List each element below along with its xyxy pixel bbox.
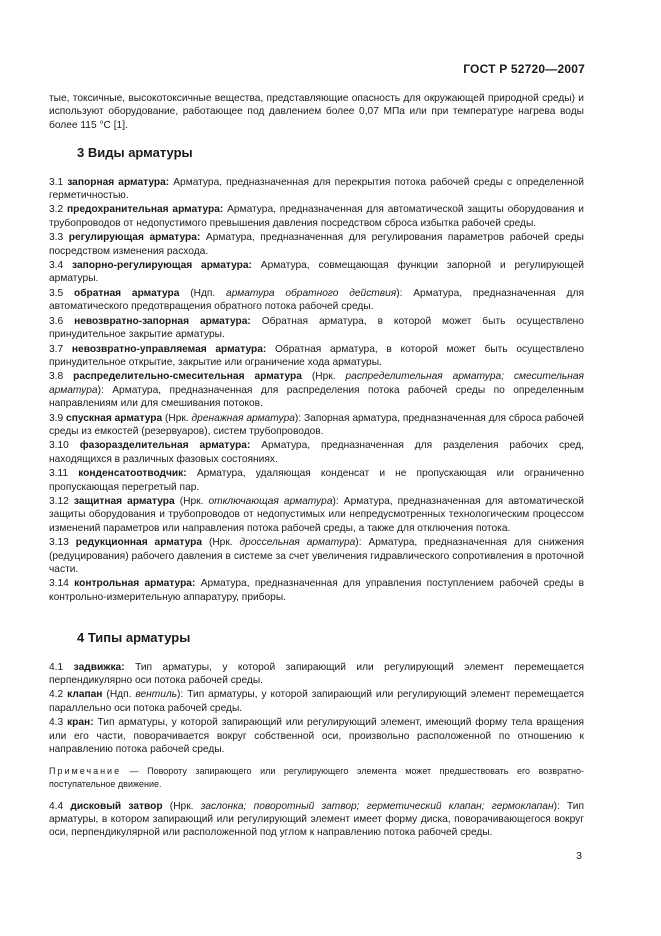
clause-alt-term: дренажная арматура xyxy=(191,412,295,424)
clause-alt-suffix: ): xyxy=(355,537,362,549)
clause-alt-prefix: (Нрк. xyxy=(169,800,201,812)
clause-term: распределительно-смесительная арматура xyxy=(73,371,302,383)
clause-alt-term: отключающая арматура xyxy=(208,495,333,507)
clause-term: защитная арматура xyxy=(73,495,175,507)
clause-term: запорная арматура: xyxy=(67,176,170,188)
clause-alt-prefix: (Ндп. xyxy=(106,689,136,701)
clause-term: дисковый затвор xyxy=(70,800,163,812)
clause-definition: Запорная арматура, предназначенная для сброса рабочей среды из емкостей (резервуаров), систем трубопроводов. xyxy=(49,412,584,437)
clause-3-9 xyxy=(49,412,584,439)
clause-number: 3.7 xyxy=(49,343,64,355)
clause-definition: Тип арматуры, у которой запирающий или регулирующий элемент, имеющий форму тела вращения или его части, поворачивается вокруг собственной оси, произвольно расположенной по отношению к направлению потока рабочей среды. xyxy=(49,717,584,756)
clause-definition: Арматура, предназначенная для автоматической защиты оборудования и трубопроводов от недопустимого превышения давления посредством сброса избытка рабочей среды. xyxy=(49,204,584,229)
clause-alt-suffix: ): xyxy=(177,689,184,701)
clause-definition: Обратная арматура, в которой может быть осуществлено принудительное закрытие арматуры. xyxy=(49,315,584,341)
page-number: 3 xyxy=(576,850,582,862)
clause-number: 4.4 xyxy=(49,800,64,812)
clause-alt-prefix: (Нрк. xyxy=(179,495,209,507)
clause-alt-term: вентиль xyxy=(135,689,178,701)
clause-number: 4.1 xyxy=(49,661,64,673)
clause-alt-term: арматура обратного действия xyxy=(226,287,397,299)
clause-4-1 xyxy=(49,661,584,688)
clause-term: невозвратно-запорная арматура: xyxy=(74,315,251,327)
clause-term: спускная арматура xyxy=(66,412,163,424)
clause-definition: Арматура, предназначенная для перекрытия потока рабочей среды с определенной герметичностью. xyxy=(49,176,584,202)
clause-3-5 xyxy=(49,287,584,314)
clause-term: редукционная арматура xyxy=(75,537,203,549)
clause-3-7 xyxy=(49,343,584,370)
clause-definition: Арматура, предназначенная для автоматического предотвращения обратного потока рабочей среды. xyxy=(49,287,584,313)
clause-term: конденсатоотводчик: xyxy=(78,468,187,480)
intro-paragraph: тые, токсичные, высокотоксичные вещества, представляющие опасность для окружающей природной среды) и используют оборудование, работающее под давлением более 0,07 МПа или при температуре нагрева воды более 115 °С [1]. xyxy=(49,93,584,131)
clause-alt-prefix: (Ндп. xyxy=(190,287,227,299)
clause-3-3 xyxy=(49,231,584,258)
clause-alt-prefix: (Нрк. xyxy=(164,412,192,424)
clause-3-12 xyxy=(49,495,584,535)
clause-definition: Арматура, удаляющая конденсат и не пропускающая или ограниченно пропускающая перегретый пар. xyxy=(49,468,584,493)
clause-number: 3.5 xyxy=(49,287,64,299)
clause-definition: Арматура, предназначенная для регулирования параметров рабочей среды посредством изменения расхода. xyxy=(49,232,584,257)
clause-alt-suffix: ): xyxy=(97,384,104,396)
clause-definition: Обратная арматура, в которой может быть осуществлено принудительное открытие, закрытие или ограничение хода арматуры. xyxy=(49,343,584,368)
clause-3-14 xyxy=(49,577,584,604)
section-3-title: 3 Виды арматуры xyxy=(77,145,193,161)
clause-definition: Арматура, предназначенная для управления поступлением рабочей среды в контрольно-измерительную аппаратуру, приборы. xyxy=(49,578,585,603)
clause-term: невозвратно-управляемая арматура: xyxy=(71,343,267,355)
clause-term: контрольная арматура: xyxy=(74,578,196,590)
page-header-standard: ГОСТ Р 52720—2007 xyxy=(463,62,585,76)
clause-number: 3.12 xyxy=(49,495,69,507)
clause-alt-prefix: (Нрк. xyxy=(311,371,346,383)
section-4-title: 4 Типы арматуры xyxy=(77,630,191,646)
clause-alt-prefix: (Нрк. xyxy=(208,537,240,549)
clause-3-11 xyxy=(49,467,584,494)
clause-alt-suffix: ): xyxy=(332,495,339,507)
clause-term: обратная арматура xyxy=(73,287,180,299)
clause-4-4 xyxy=(49,800,584,840)
clause-definition: Тип арматуры, в котором запирающий или регулирующий элемент имеет форму диска, поворачивающегося вокруг оси, перпендикулярной или расположенной под углом к направлению потока рабочей среды. xyxy=(49,800,584,839)
clause-definition: Арматура, совмещающая функции запорной и регулирующей арматуры. xyxy=(49,260,584,285)
clause-4-2 xyxy=(49,688,584,715)
clause-4-3 xyxy=(49,716,584,756)
section-3-clauses xyxy=(49,176,584,605)
clause-alt-suffix: ): xyxy=(553,800,560,812)
clause-number: 3.13 xyxy=(49,537,69,549)
clause-alt-term: дроссельная арматура xyxy=(239,537,356,549)
clause-number: 3.3 xyxy=(49,232,64,244)
clause-term: фазоразделительная арматура: xyxy=(79,440,251,452)
clause-3-1 xyxy=(49,176,584,203)
note-text: — Повороту запирающего или регулирующего элемента может предшествовать его возвратно-поступательное движение. xyxy=(49,766,584,790)
clause-number: 3.4 xyxy=(49,260,64,272)
section-4-clauses xyxy=(49,661,584,757)
clause-number: 4.3 xyxy=(49,717,64,729)
clause-number: 3.1 xyxy=(49,176,64,188)
note-label: Примечание xyxy=(49,766,122,777)
clause-number: 3.14 xyxy=(49,578,69,590)
clause-number: 3.6 xyxy=(49,315,64,327)
clause-number: 3.2 xyxy=(49,204,64,216)
clause-number: 3.11 xyxy=(49,468,69,480)
clause-term: запорно-регулирующая арматура: xyxy=(72,260,252,272)
clause-term: клапан xyxy=(67,689,103,701)
clause-number: 3.8 xyxy=(49,371,64,383)
clause-3-13 xyxy=(49,536,584,576)
clause-definition: Арматура, предназначенная для автоматической защиты оборудования и трубопроводов от недопустимых или непредусмотренных технологическим процессом изменений параметров или направления потока рабочей среды, а также для отключения потока. xyxy=(49,495,584,534)
clause-number: 4.2 xyxy=(49,689,64,701)
clause-alt-suffix: ): xyxy=(294,412,302,424)
clause-definition: Арматура, предназначенная для распределения потока рабочей среды по определенным направлениям или для смешивания потоков. xyxy=(49,384,584,410)
clause-definition: Тип арматуры, у которой запирающий или регулирующий элемент перемещается перпендикулярно оси потока рабочей среды. xyxy=(49,661,584,687)
clause-term: задвижка: xyxy=(73,661,125,673)
clause-3-4 xyxy=(49,259,584,286)
document-body xyxy=(49,92,584,841)
clause-definition: Арматура, предназначенная для снижения (редуцирования) рабочего давления в системе за счет увеличения гидравлического сопротивления в проточной части. xyxy=(49,537,584,575)
clause-number: 3.10 xyxy=(49,440,69,452)
clause-term: предохранительная арматура: xyxy=(67,204,224,216)
clause-3-10 xyxy=(49,439,584,466)
clause-alt-term: распределительная арматура; смесительная арматура xyxy=(49,371,584,396)
clause-3-6 xyxy=(49,315,584,342)
clause-4-4 xyxy=(49,800,584,840)
clause-definition: Арматура, предназначенная для разделения рабочих сред, находящихся в различных фазовых состояниях. xyxy=(49,440,584,465)
clause-term: кран: xyxy=(67,717,94,729)
clause-definition: Тип арматуры, у которой запирающий или регулирующий элемент перемещается параллельно оси потока рабочей среды. xyxy=(49,689,584,714)
note xyxy=(49,765,584,790)
clause-alt-suffix: ): xyxy=(396,287,403,299)
clause-term: регулирующая арматура: xyxy=(68,232,201,244)
clause-3-2 xyxy=(49,203,584,230)
clause-3-8 xyxy=(49,370,584,410)
clause-alt-term: заслонка; поворотный затвор; герметический клапан; гермоклапан xyxy=(200,800,554,812)
clause-number: 3.9 xyxy=(49,412,64,424)
